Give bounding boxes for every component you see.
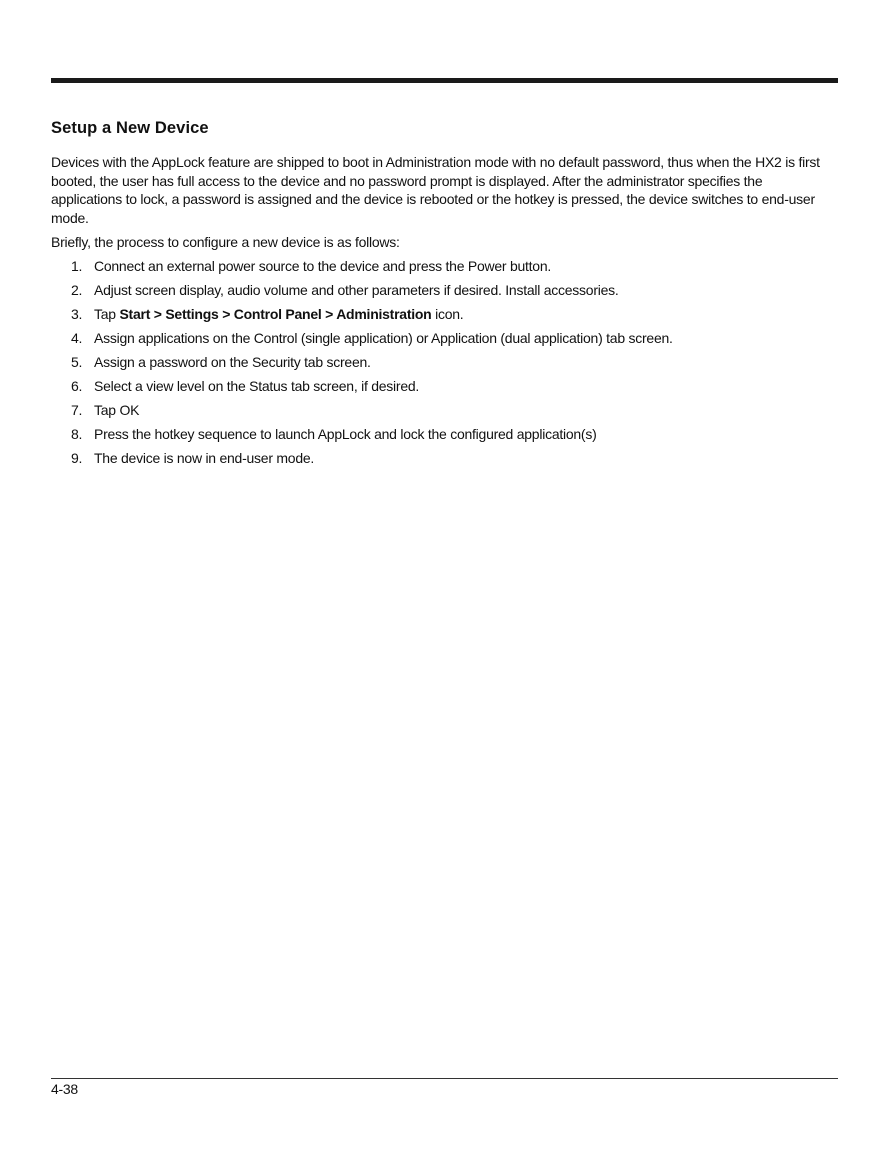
footer-rule bbox=[51, 1078, 838, 1079]
step-number: 3. bbox=[71, 305, 83, 322]
step-item bbox=[51, 377, 835, 396]
steps-list bbox=[51, 257, 835, 467]
step-text: Tap OK bbox=[94, 401, 140, 418]
step-item bbox=[51, 425, 835, 444]
page-number: 4-38 bbox=[51, 1081, 78, 1097]
step-number: 9. bbox=[71, 449, 83, 466]
step-item bbox=[51, 257, 835, 276]
header-rule bbox=[51, 78, 838, 83]
step-number: 1. bbox=[71, 257, 83, 274]
step-number: 4. bbox=[71, 329, 83, 346]
step-number: 2. bbox=[71, 281, 83, 298]
section-body bbox=[51, 153, 835, 473]
step-text: The device is now in end-user mode. bbox=[94, 449, 315, 466]
step-item bbox=[51, 329, 835, 348]
step-number: 8. bbox=[71, 425, 83, 442]
step-item bbox=[51, 449, 835, 468]
step-item bbox=[51, 281, 835, 300]
step-number: 6. bbox=[71, 377, 83, 394]
step-text: Adjust screen display, audio volume and other parameters if desired. Install accessories. bbox=[94, 281, 619, 298]
step-text: Press the hotkey sequence to launch AppLock and lock the configured application(s) bbox=[94, 425, 597, 442]
section-title: Setup a New Device bbox=[51, 119, 209, 137]
step-number: 5. bbox=[71, 353, 83, 370]
step-item bbox=[51, 305, 835, 324]
intro-paragraph: Devices with the AppLock feature are shipped to boot in Administration mode with no default password, thus when the HX2 is first booted, the user has full access to the device and no password prompt is displayed. After the administrator specifies the applications to lock, a password is assigned and the device is rebooted or the hotkey is pressed, the device switches to end-user mode. bbox=[51, 154, 820, 226]
step-text: Connect an external power source to the device and press the Power button. bbox=[94, 257, 552, 274]
step-number: 7. bbox=[71, 401, 83, 418]
step-item bbox=[51, 353, 835, 372]
step-text: Select a view level on the Status tab screen, if desired. bbox=[94, 377, 420, 394]
step-text: Assign applications on the Control (single application) or Application (dual application) tab screen. bbox=[94, 329, 673, 346]
step-item bbox=[51, 401, 835, 420]
step-text-suffix: icon. bbox=[431, 305, 464, 322]
step-text: Assign a password on the Security tab screen. bbox=[94, 353, 371, 370]
menu-path: Start > Settings > Control Panel > Administration bbox=[119, 305, 432, 322]
lead-paragraph: Briefly, the process to configure a new device is as follows: bbox=[51, 234, 400, 251]
step-text-prefix: Tap bbox=[94, 305, 120, 322]
